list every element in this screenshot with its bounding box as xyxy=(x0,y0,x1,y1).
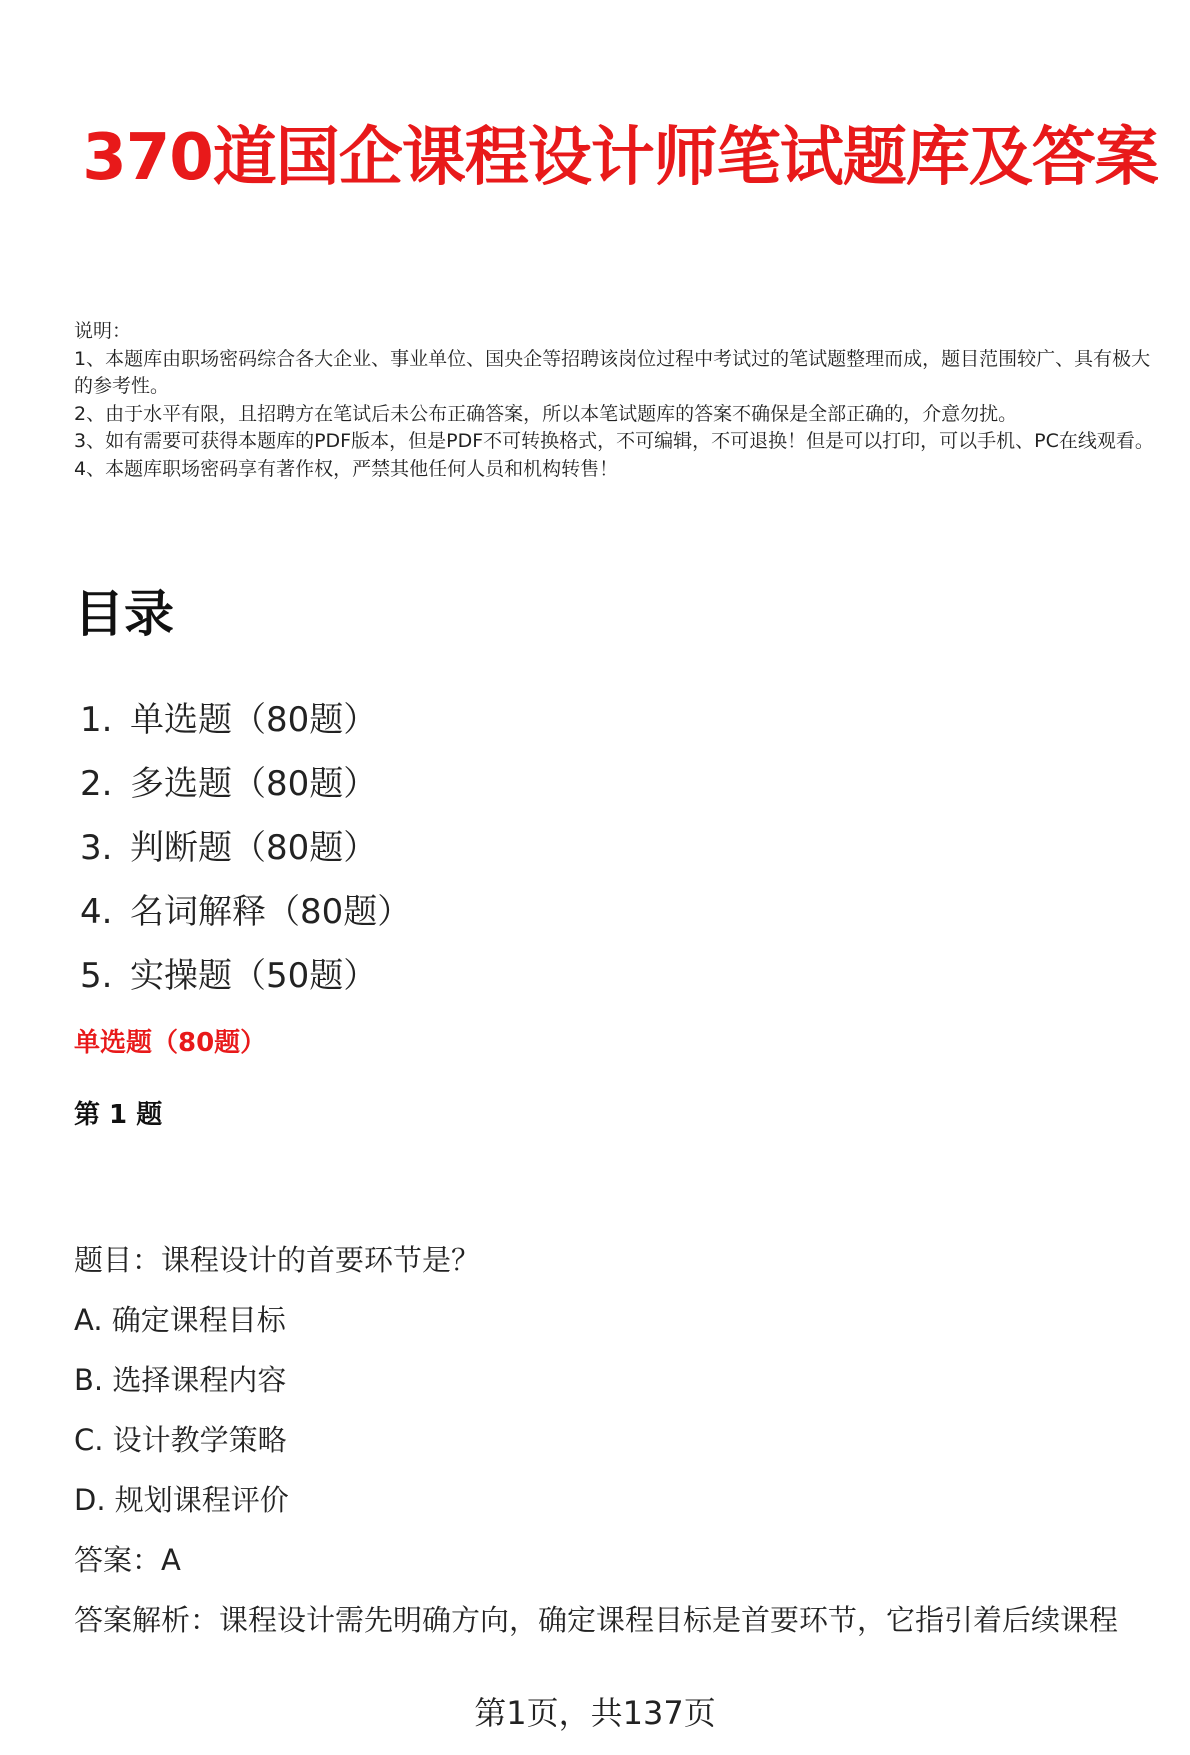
question-number: 第 1 题 xyxy=(74,1100,163,1130)
toc-item-number: 3. xyxy=(80,828,113,868)
toc-item[interactable] xyxy=(80,880,411,944)
table-of-contents xyxy=(80,688,411,1008)
notes-block xyxy=(74,318,1154,483)
question-option: C. 设计教学策略 xyxy=(74,1423,287,1457)
question-option: B. 选择课程内容 xyxy=(74,1363,287,1397)
toc-item-label: 单选题（80题） xyxy=(130,700,378,740)
toc-item[interactable] xyxy=(80,816,411,880)
notes-item: 3、如有需要可获得本题库的PDF版本，但是PDF不可转换格式，不可编辑，不可退换！但是可以打印，可以手机、PC在线观看。 xyxy=(74,430,1154,452)
toc-heading: 目录 xyxy=(74,585,174,643)
toc-item-number: 1. xyxy=(80,700,113,740)
question-stem: 题目：课程设计的首要环节是？ xyxy=(74,1243,481,1277)
toc-item-number: 5. xyxy=(80,956,113,996)
notes-item: 1、本题库由职场密码综合各大企业、事业单位、国央企等招聘该岗位过程中考试过的笔试题整理而成，题目范围较广、具有极大的参考性。 xyxy=(74,347,1151,397)
question-option: D. 规划课程评价 xyxy=(74,1483,289,1517)
toc-item-number: 4. xyxy=(80,892,113,932)
notes-heading: 说明： xyxy=(74,320,132,342)
page-title: 370道国企课程设计师笔试题库及答案 xyxy=(82,121,1158,195)
toc-item[interactable] xyxy=(80,944,411,1008)
notes-item: 4、本题库职场密码享有著作权，严禁其他任何人员和机构转售！ xyxy=(74,457,619,480)
notes-item: 2、由于水平有限，且招聘方在笔试后未公布正确答案，所以本笔试题库的答案不确保是全部正确的，介意勿扰。 xyxy=(74,402,1018,425)
toc-item[interactable] xyxy=(80,752,411,816)
toc-item[interactable] xyxy=(80,688,411,752)
question-block xyxy=(74,1240,1154,1660)
toc-item-number: 2. xyxy=(80,764,113,804)
toc-item-label: 名词解释（80题） xyxy=(130,892,412,932)
toc-item-label: 实操题（50题） xyxy=(130,956,378,996)
question-answer: 答案：A xyxy=(74,1543,181,1577)
section-title: 单选题（80题） xyxy=(74,1028,267,1058)
question-option: A. 确定课程目标 xyxy=(74,1303,286,1337)
toc-item-label: 判断题（80题） xyxy=(130,828,378,868)
toc-item-label: 多选题（80题） xyxy=(130,764,378,804)
question-explanation: 答案解析：课程设计需先明确方向，确定课程目标是首要环节，它指引着后续课程 xyxy=(74,1603,1119,1637)
page-footer: 第1页，共137页 xyxy=(474,1694,716,1732)
